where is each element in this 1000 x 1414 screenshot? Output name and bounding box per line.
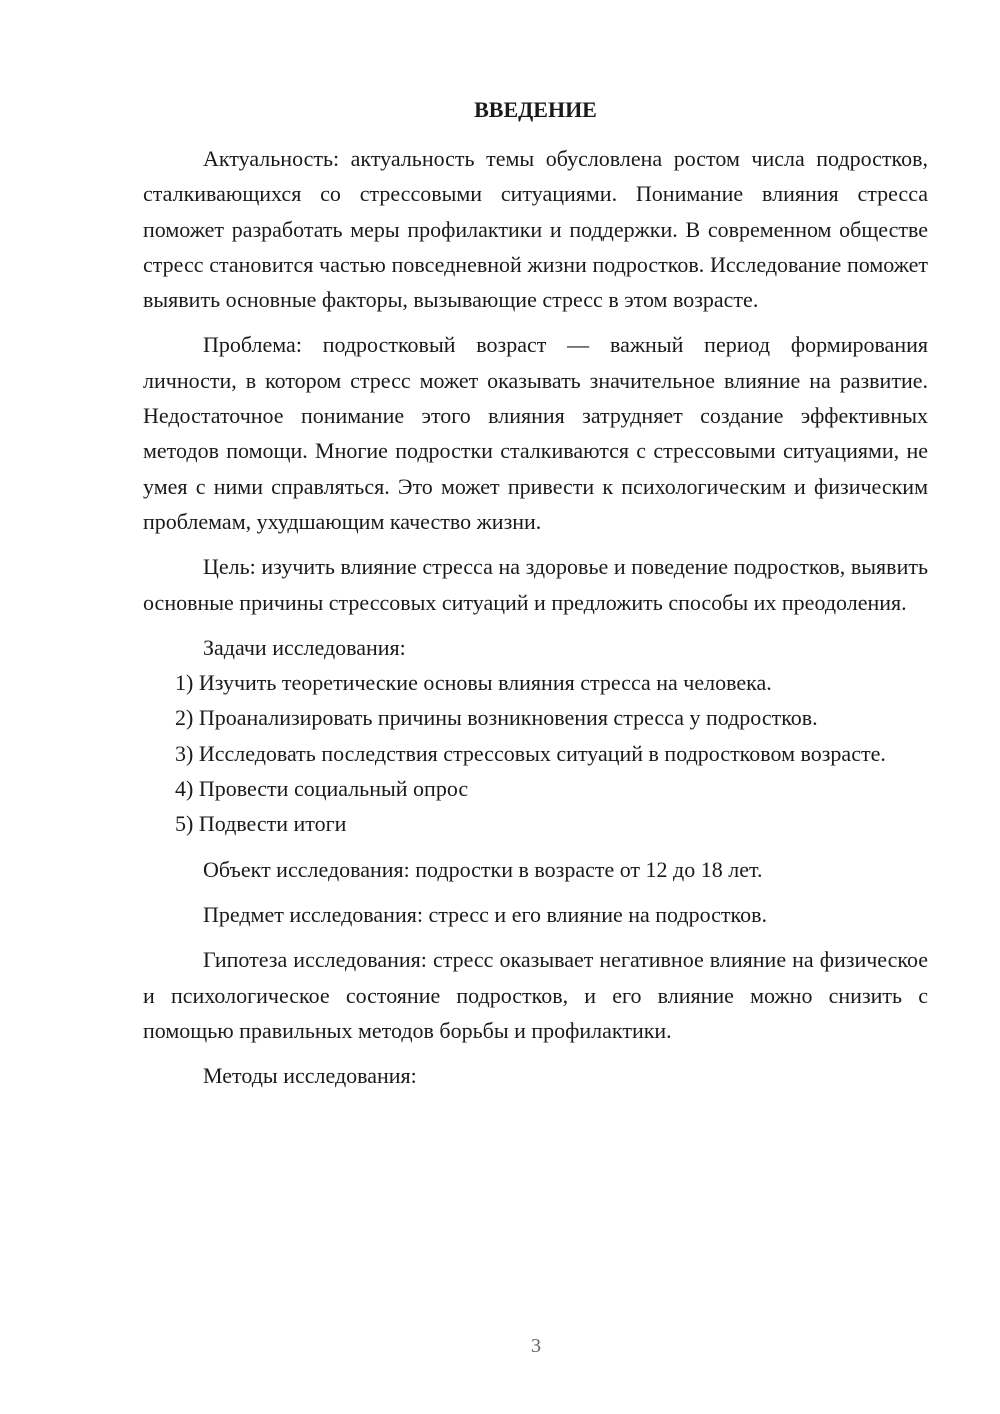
goal-paragraph: Цель: изучить влияние стресса на здоровье и поведение подростков, выявить основные причины стрессовых ситуаций и предложить способы их преодоления.: [143, 554, 928, 615]
methods-heading: Методы исследования:: [203, 1063, 417, 1089]
relevance-paragraph: Актуальность: актуальность темы обусловлена ростом числа подростков, сталкивающихся со стрессовыми ситуациями. Понимание влияния стресса поможет разработать меры профилактики и поддержки. В современном обществе стресс становится частью повседневной жизни подростков. Исследование поможет выявить основные факторы, вызывающие стресс в этом возрасте.: [143, 146, 928, 313]
page-title: ВВЕДЕНИЕ: [474, 97, 597, 122]
object-paragraph: Объект исследования: подростки в возрасте от 12 до 18 лет.: [203, 856, 763, 882]
task-item-4: 4) Провести социальный опрос: [175, 776, 469, 802]
task-item-1: 1) Изучить теоретические основы влияния стресса на человека.: [175, 670, 772, 696]
hypothesis-paragraph: Гипотеза исследования: стресс оказывает негативное влияние на физическое и психологическое состояние подростков, и его влияние можно снизить с помощью правильных методов борьбы и профилактики.: [143, 947, 928, 1043]
page-number: 3: [531, 1335, 541, 1357]
task-item-2: 2) Проанализировать причины возникновения стресса у подростков.: [175, 705, 818, 731]
tasks-heading: Задачи исследования:: [203, 634, 406, 660]
task-item-3: 3) Исследовать последствия стрессовых ситуаций в подростковом возрасте.: [175, 740, 886, 766]
problem-paragraph: Проблема: подростковый возраст — важный период формирования личности, в котором стресс может оказывать значительное влияние на развитие. Недостаточное понимание этого влияния затрудняет создание эффективных методов помощи. Многие подростки сталкиваются с стрессовыми ситуациями, не умея с ними справляться. Это может привести к психологическим и физическим проблемам, ухудшающим качество жизни.: [143, 332, 928, 534]
task-item-5: 5) Подвести итоги: [175, 811, 347, 837]
subject-paragraph: Предмет исследования: стресс и его влияние на подростков.: [203, 901, 767, 927]
document-body: [143, 141, 928, 1093]
